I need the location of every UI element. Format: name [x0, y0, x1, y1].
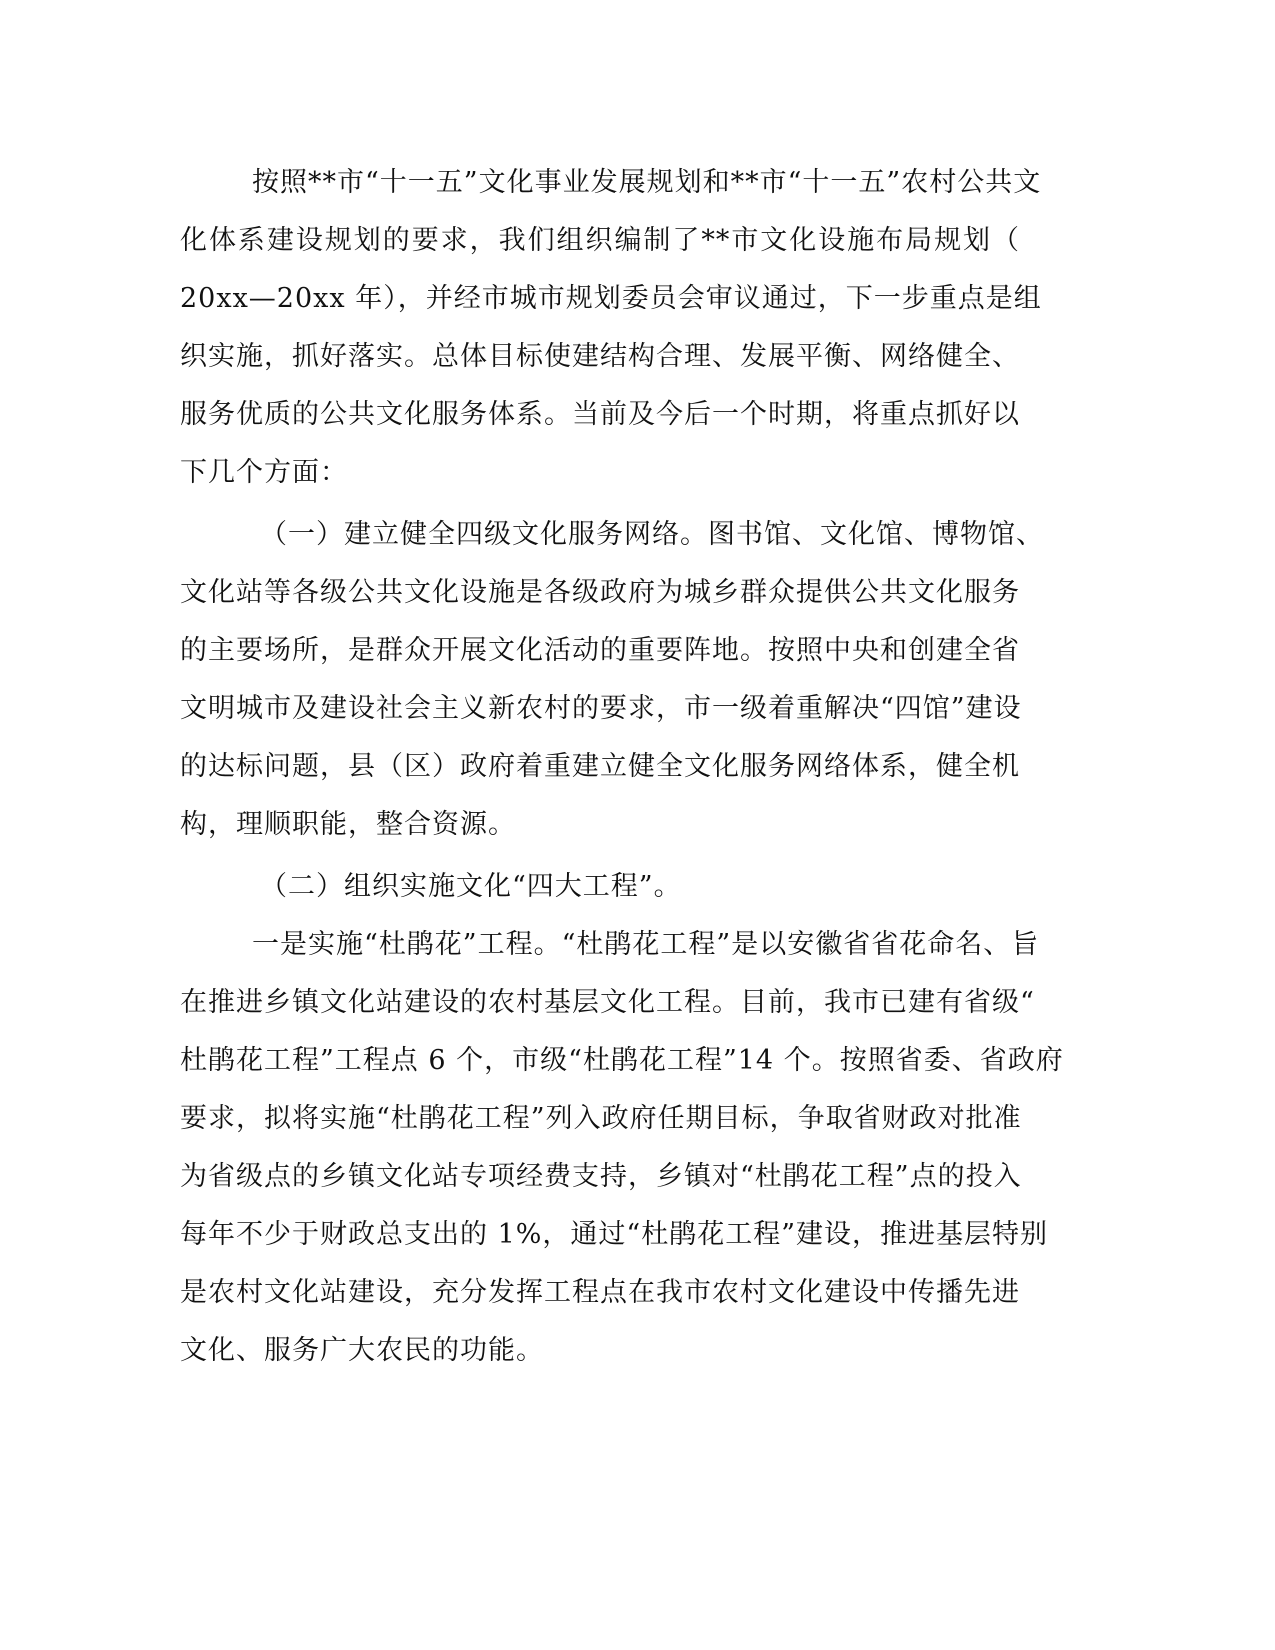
section-heading-line: （一）建立健全四级文化服务网络。图书馆、文化馆、博物馆、 [260, 519, 1044, 550]
body-text-line: 为省级点的乡镇文化站专项经费支持，乡镇对“杜鹃花工程”点的投入 [180, 1161, 1022, 1192]
body-text-line: 文明城市及建设社会主义新农村的要求，市一级着重解决“四馆”建设 [180, 693, 1022, 724]
body-text-line: 织实施，抓好落实。总体目标使建结构合理、发展平衡、网络健全、 [180, 341, 1020, 372]
body-text-line: 每年不少于财政总支出的 1%，通过“杜鹃花工程”建设，推进基层特别 [180, 1219, 1049, 1250]
body-text-line: 文化站等各级公共文化设施是各级政府为城乡群众提供公共文化服务 [180, 577, 1020, 608]
body-text-line: 要求，拟将实施“杜鹃花工程”列入政府任期目标，争取省财政对批准 [180, 1103, 1022, 1134]
body-text-line: 杜鹃花工程”工程点 6 个，市级“杜鹃花工程”14 个。按照省委、省政府 [180, 1045, 1064, 1076]
body-text-line: 20xx—20xx 年），并经市城市规划委员会审议通过，下一步重点是组 [180, 283, 1042, 314]
body-text-line: 一是实施“杜鹃花”工程。“杜鹃花工程”是以安徽省省花命名、旨 [252, 929, 1040, 960]
body-text-line: 化体系建设规划的要求，我们组织编制了**市文化设施布局规划（ [180, 225, 1020, 256]
body-text-line: 服务优质的公共文化服务体系。当前及今后一个时期，将重点抓好以 [180, 399, 1020, 430]
body-text-line: 的主要场所，是群众开展文化活动的重要阵地。按照中央和创建全省 [180, 635, 1020, 666]
body-text-line: 按照**市“十一五”文化事业发展规划和**市“十一五”农村公共文 [252, 167, 1042, 198]
body-text-line: 是农村文化站建设，充分发挥工程点在我市农村文化建设中传播先进 [180, 1277, 1020, 1308]
body-text-line: 下几个方面： [180, 457, 348, 488]
body-text-line: 构，理顺职能，整合资源。 [180, 809, 516, 840]
body-text-line: 在推进乡镇文化站建设的农村基层文化工程。目前，我市已建有省级“ [180, 987, 1035, 1018]
body-text-line: 文化、服务广大农民的功能。 [180, 1335, 544, 1366]
section-heading-line: （二）组织实施文化“四大工程”。 [260, 871, 682, 902]
body-text-line: 的达标问题，县（区）政府着重建立健全文化服务网络体系，健全机 [180, 751, 1020, 782]
